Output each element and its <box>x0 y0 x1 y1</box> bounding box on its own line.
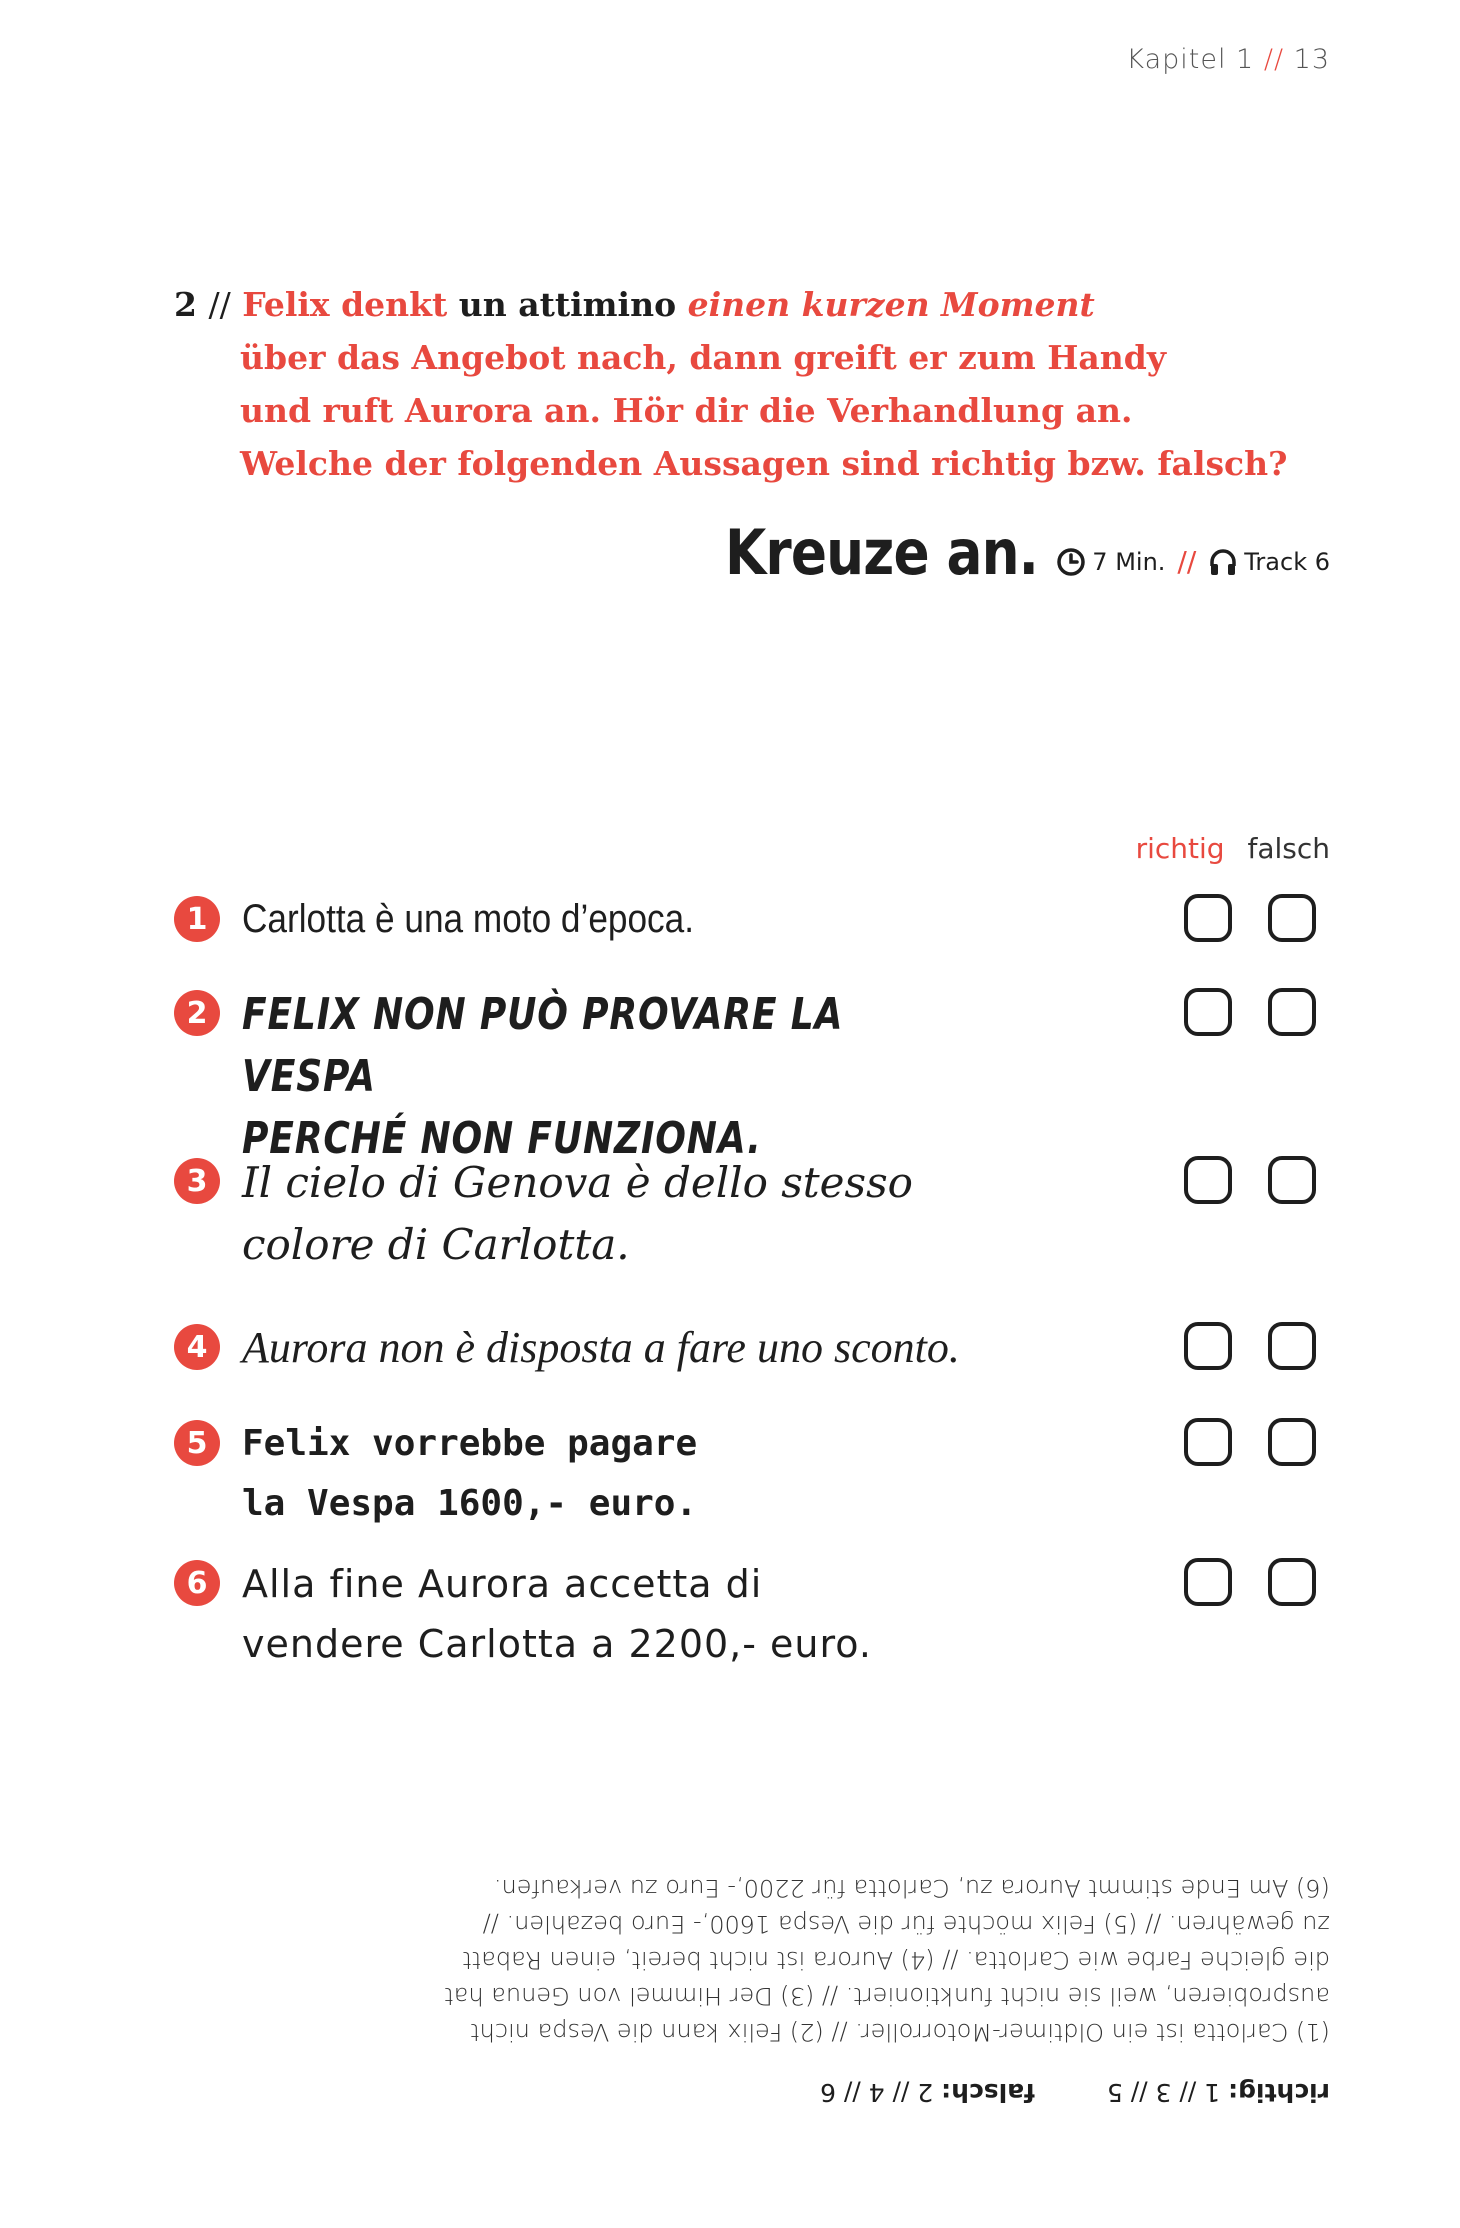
solution-line: ausprobieren, weil sie nicht funktioniert. // (3) Der Himmel von Genua hat <box>444 1982 1330 2010</box>
solution-falsch-values: 2 // 4 // 6 <box>820 2078 934 2107</box>
question-line: Felix vorrebbe pagare <box>242 1423 698 1464</box>
question-line: la Vespa 1600,- euro. <box>242 1483 698 1524</box>
question-line: FELIX NON PUÒ PROVARE LA VESPA <box>242 989 844 1102</box>
task-block <box>174 278 1314 490</box>
solution-line: (6) Am Ende stimmt Aurora zu, Carlotta für 2200,- Euro zu verkaufen. <box>493 1874 1330 1902</box>
solution-falsch-label: falsch: <box>941 2078 1035 2107</box>
headphones-icon <box>1208 547 1238 577</box>
richtig-checkbox[interactable] <box>1184 1322 1232 1370</box>
richtig-checkbox[interactable] <box>1184 1558 1232 1606</box>
track-label: Track 6 <box>1244 547 1330 576</box>
falsch-checkbox[interactable] <box>1268 894 1316 942</box>
question-number-badge: 2 <box>174 990 220 1036</box>
header-separator: // <box>1263 44 1285 75</box>
falsch-checkbox[interactable] <box>1268 988 1316 1036</box>
question-text <box>242 1318 1042 1378</box>
solution-block <box>174 1870 1330 2112</box>
question-number-badge: 4 <box>174 1324 220 1370</box>
question-line: Il cielo di Genova è dello stesso <box>242 1158 913 1207</box>
richtig-header: richtig <box>1135 832 1225 865</box>
solution-line: zu gewähren. // (5) Felix möchte für die Vespa 1600,- Euro bezahlen. // <box>482 1910 1330 1938</box>
time-label: 7 Min. <box>1092 547 1166 576</box>
question-line: colore di Carlotta. <box>242 1220 630 1269</box>
falsch-checkbox[interactable] <box>1268 1322 1316 1370</box>
italian-phrase: un attimino <box>458 285 677 324</box>
task-line-1 <box>174 278 1314 331</box>
task-line-3: und ruft Aurora an. Hör dir die Verhandlung an. <box>240 391 1133 430</box>
answer-column-headers <box>1122 832 1330 865</box>
question-line: Aurora non è disposta a fare uno sconto. <box>242 1323 960 1372</box>
clock-icon <box>1056 547 1086 577</box>
solution-explanation <box>174 1870 1330 2050</box>
task-number: 2 <box>174 285 197 324</box>
instruction-title: Kreuze an. <box>725 516 1039 589</box>
solution-key <box>174 2072 1330 2112</box>
solution-richtig-label: richtig: <box>1228 2078 1330 2107</box>
question-text <box>242 890 946 948</box>
falsch-header: falsch <box>1247 832 1330 865</box>
page-number: 13 <box>1293 44 1330 75</box>
falsch-checkbox[interactable] <box>1268 1558 1316 1606</box>
task-intro: Felix denkt <box>242 285 448 324</box>
falsch-checkbox[interactable] <box>1268 1418 1316 1466</box>
falsch-checkbox[interactable] <box>1268 1156 1316 1204</box>
question-text <box>242 1414 1042 1534</box>
question-number-badge: 3 <box>174 1158 220 1204</box>
translation-phrase: einen kurzen Moment <box>687 285 1095 324</box>
question-line: Carlotta è una moto d’epoca. <box>242 897 695 941</box>
page-header <box>1126 44 1330 75</box>
solution-line: (1) Carlotta ist ein Oldtimer-Motorroller. // (2) Felix kann die Vespa nicht <box>470 2018 1330 2046</box>
solution-richtig-values: 1 // 3 // 5 <box>1106 2078 1221 2107</box>
question-line: PERCHÉ NON FUNZIONA. <box>242 1113 762 1164</box>
task-separator: // <box>208 285 231 324</box>
richtig-checkbox[interactable] <box>1184 894 1232 942</box>
question-text <box>242 1554 1042 1674</box>
meta-separator: // <box>1177 545 1197 578</box>
question-text <box>242 984 898 1170</box>
instruction-meta <box>1056 545 1330 578</box>
question-number-badge: 5 <box>174 1420 220 1466</box>
question-line: vendere Carlotta a 2200,- euro. <box>242 1622 872 1666</box>
richtig-checkbox[interactable] <box>1184 1418 1232 1466</box>
instruction-row <box>674 516 1330 589</box>
chapter-label: Kapitel 1 <box>1126 44 1255 75</box>
task-line-2: über das Angebot nach, dann greift er zum Handy <box>240 338 1167 377</box>
question-number-badge: 6 <box>174 1560 220 1606</box>
solution-line: die gleiche Farbe wie Carlotta. // (4) Aurora ist nicht bereit, einen Rabatt <box>462 1946 1330 1974</box>
question-line: Alla fine Aurora accetta di <box>242 1562 763 1606</box>
task-line-4: Welche der folgenden Aussagen sind richtig bzw. falsch? <box>240 444 1288 483</box>
richtig-checkbox[interactable] <box>1184 1156 1232 1204</box>
richtig-checkbox[interactable] <box>1184 988 1232 1036</box>
question-text <box>242 1152 1042 1276</box>
question-number-badge: 1 <box>174 896 220 942</box>
